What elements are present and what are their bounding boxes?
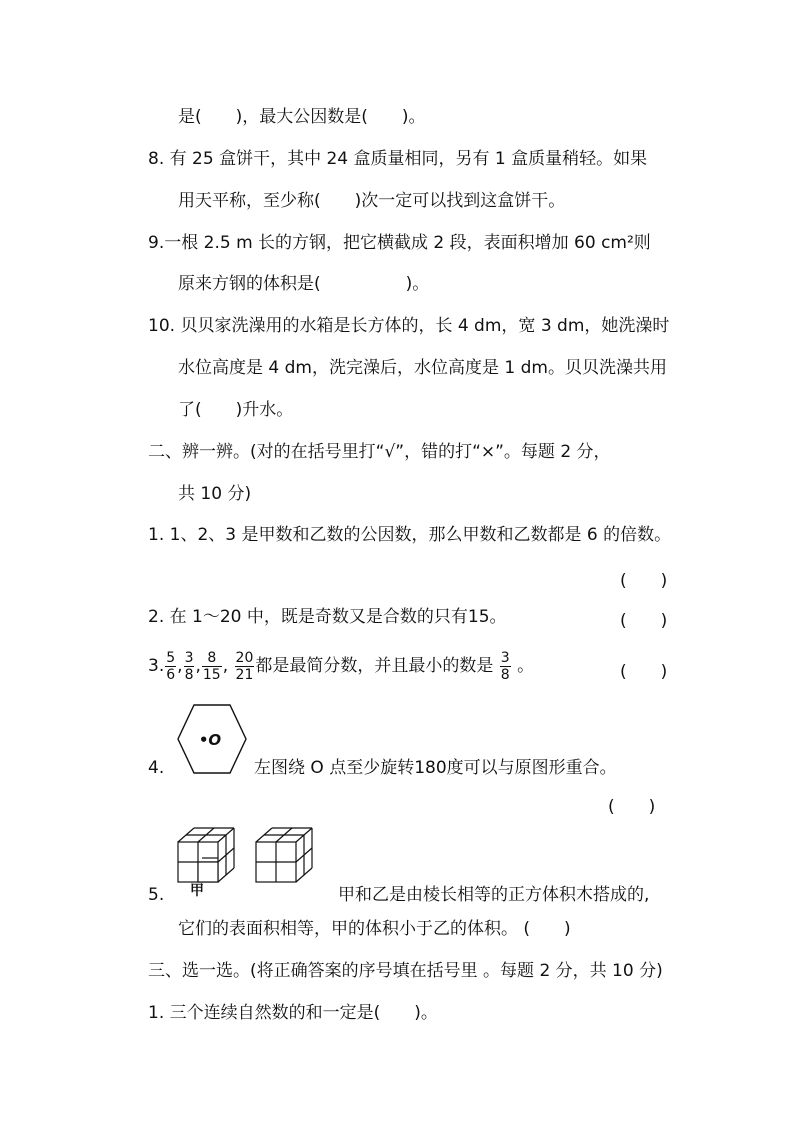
judge-q4-answer-paren[interactable]: ( ) [608, 797, 656, 817]
judge-q5-text: 甲和乙是由棱长相等的正方体积木搭成的, [338, 885, 650, 905]
cube-figure-jia [176, 824, 236, 884]
judge-q3-end: 。 [517, 656, 535, 676]
center-point-label: •O [198, 731, 222, 749]
question-8-line-2: 用天平称，至少称( )次一定可以找到这盒饼干。 [178, 191, 566, 211]
section-2-title-cont: 共 10 分) [178, 484, 252, 504]
judge-q3-text: 都是最简分数，并且最小的数是 [255, 656, 494, 676]
judge-q1-answer-paren[interactable]: ( ) [620, 571, 668, 591]
section-2-title: 二、辨一辨。(对的在括号里打“√”，错的打“×”。每题 2 分， [148, 442, 611, 462]
judge-q4-text: 左图绕 O 点至少旋转180度可以与原图形重合。 [254, 758, 617, 778]
choice-q1: 1. 三个连续自然数的和一定是( )。 [148, 1003, 438, 1023]
figure-label-jia: 甲 [190, 883, 204, 899]
judge-q3-answer-paren[interactable]: ( ) [620, 662, 668, 682]
question-9-line-1: 9.一根 2.5 m 长的方钢，把它横截成 2 段，表面积增加 60 cm²则 [148, 233, 651, 253]
question-10-line-3: 了( )升水。 [178, 400, 294, 420]
judge-q2-answer-paren[interactable]: ( ) [620, 611, 668, 631]
judge-q3-prefix: 3. [148, 656, 165, 676]
question-8-line-1: 8. 有 25 盒饼干，其中 24 盒质量相同，另有 1 盒质量稍轻。如果 [148, 149, 648, 169]
question-10-line-2: 水位高度是 4 dm，洗完澡后，水位高度是 1 dm。贝贝洗澡共用 [178, 358, 667, 378]
hexagon-figure [176, 703, 248, 775]
section-3-title: 三、选一选。(将正确答案的序号填在括号里 。每题 2 分，共 10 分) [148, 961, 663, 981]
judge-q5-text-cont: 它们的表面积相等，甲的体积小于乙的体积。 ( ) [178, 919, 571, 939]
cube-figure-yi [254, 824, 314, 884]
judge-q3: 3. $\frac{5}{6}$ , $\frac{3}{8}$ , $\frac{8}{15}$ , $\frac{20}{21}$ 都是最简分数，并且最小的数是 $\frac{3}{8}$ 。 [148, 649, 535, 683]
question-9-line-2: 原来方钢的体积是( )。 [178, 274, 430, 294]
fraction-8-15: $\frac{8}{15}$ [202, 649, 221, 683]
fraction-20-21: $\frac{20}{21}$ [235, 649, 254, 683]
judge-q5-prefix: 5. [148, 885, 165, 905]
judge-q1: 1. 1、2、3 是甲数和乙数的公因数，那么甲数和乙数都是 6 的倍数。 [148, 525, 672, 545]
fraction-3-8-answer: $\frac{3}{8}$ [500, 649, 510, 683]
fraction-3-8: $\frac{3}{8}$ [184, 649, 194, 683]
fraction-5-6: $\frac{5}{6}$ [166, 649, 176, 683]
question-10-line-1: 10. 贝贝家洗澡用的水箱是长方体的，长 4 dm，宽 3 dm，她洗澡时 [148, 316, 670, 336]
text-line-1: 是( )，最大公因数是( )。 [178, 107, 426, 127]
judge-q4-prefix: 4. [148, 758, 165, 778]
judge-q2: 2. 在 1～20 中，既是奇数又是合数的只有15。 [148, 607, 507, 627]
